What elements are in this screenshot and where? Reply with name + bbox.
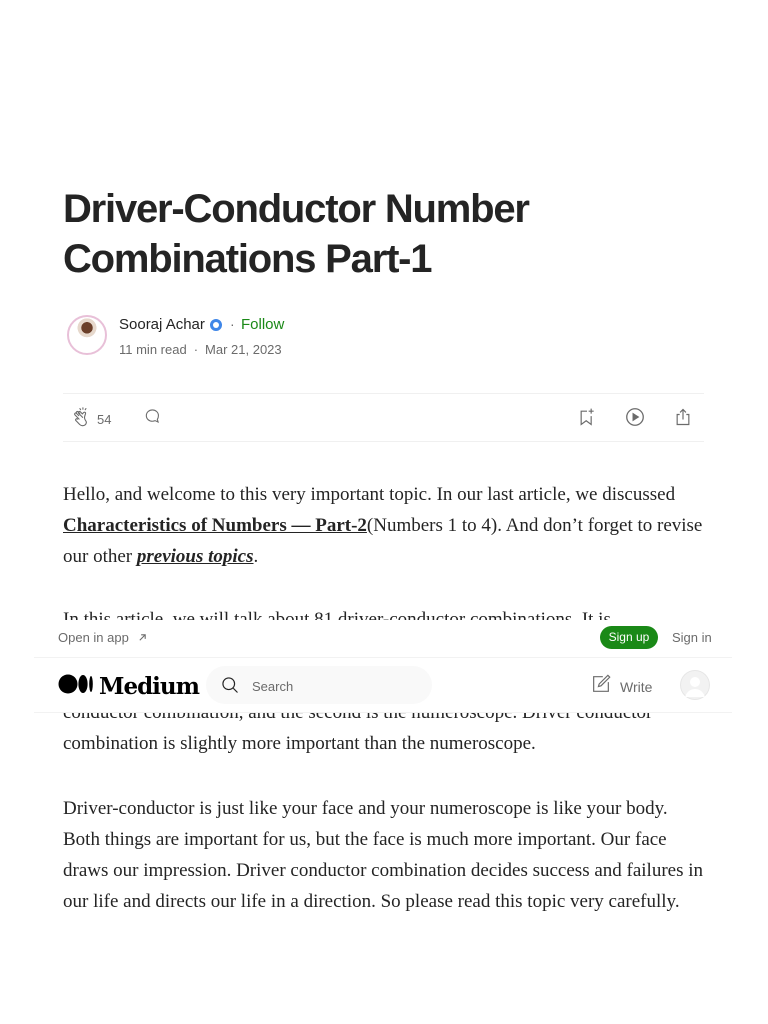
play-icon: [624, 406, 646, 433]
paragraph-driver-conductor: combination is slightly more important than the numeroscope.: [63, 733, 536, 754]
share-icon: [673, 406, 693, 433]
write-icon: [590, 673, 612, 700]
medium-wordmark: Medium: [99, 673, 199, 700]
search-icon: [220, 675, 240, 700]
paragraph-intro-text: Hello, and welcome to this very important topic. In our last article, we discussed: [63, 484, 676, 505]
clap-icon: [71, 406, 93, 433]
read-time: 11 min read: [119, 342, 187, 357]
verified-badge-icon: [210, 319, 222, 331]
write-label: Write: [620, 678, 653, 695]
clap-count: 54: [97, 412, 112, 427]
comment-icon: [143, 406, 163, 431]
paragraph-intro-middle: (Numbers 1 to 4). And don’t forget to revise our other: [63, 515, 703, 567]
bookmark-button[interactable]: [577, 406, 597, 433]
meta-separator: ·: [193, 342, 199, 357]
article-action-bar: [63, 393, 704, 442]
external-arrow-icon: [138, 630, 147, 645]
paragraph-intro: [63, 479, 708, 572]
bookmark-add-icon: [577, 406, 597, 433]
top-navigation-bar: [34, 620, 732, 713]
article-title: Driver-Conductor Number Combinations Part-1: [63, 187, 529, 281]
sign-in-link[interactable]: Sign in: [672, 630, 712, 645]
link-characteristics-part2[interactable]: Characteristics of Numbers — Part-2: [63, 515, 367, 536]
user-avatar-icon[interactable]: [680, 670, 710, 700]
byline-separator: ·: [230, 316, 235, 332]
paragraph-face-numeroscope: Driver-conductor is just like your face and your numeroscope is like your body. Both things are important for us, but the face is much more important. Our face draws our impression. Driver conductor combination decides success and failures in our life and directs our life in a direction. So please read this topic very carefully.: [63, 798, 704, 912]
open-in-app-label: Open in app: [58, 630, 129, 645]
sign-up-button[interactable]: Sign up: [600, 626, 658, 649]
publish-date: Mar 21, 2023: [205, 342, 282, 357]
paragraph-intro-end: .: [253, 546, 259, 567]
write-button[interactable]: [590, 673, 652, 700]
link-previous-topics[interactable]: previous topics: [136, 546, 254, 567]
clap-button[interactable]: [71, 406, 111, 433]
medium-logo[interactable]: [58, 673, 199, 700]
article-meta: [119, 342, 282, 357]
search-bar[interactable]: [206, 666, 432, 704]
author-byline: [63, 312, 703, 360]
share-button[interactable]: [673, 406, 693, 433]
search-input[interactable]: [250, 675, 424, 697]
listen-button[interactable]: [624, 406, 646, 433]
follow-button[interactable]: Follow: [241, 316, 285, 333]
comment-button[interactable]: [143, 406, 163, 431]
nav-divider: [34, 657, 732, 658]
author-name[interactable]: Sooraj Achar: [119, 316, 205, 333]
author-avatar[interactable]: [67, 315, 107, 355]
open-in-app-link[interactable]: [58, 630, 147, 645]
medium-logo-icon: [58, 674, 94, 699]
